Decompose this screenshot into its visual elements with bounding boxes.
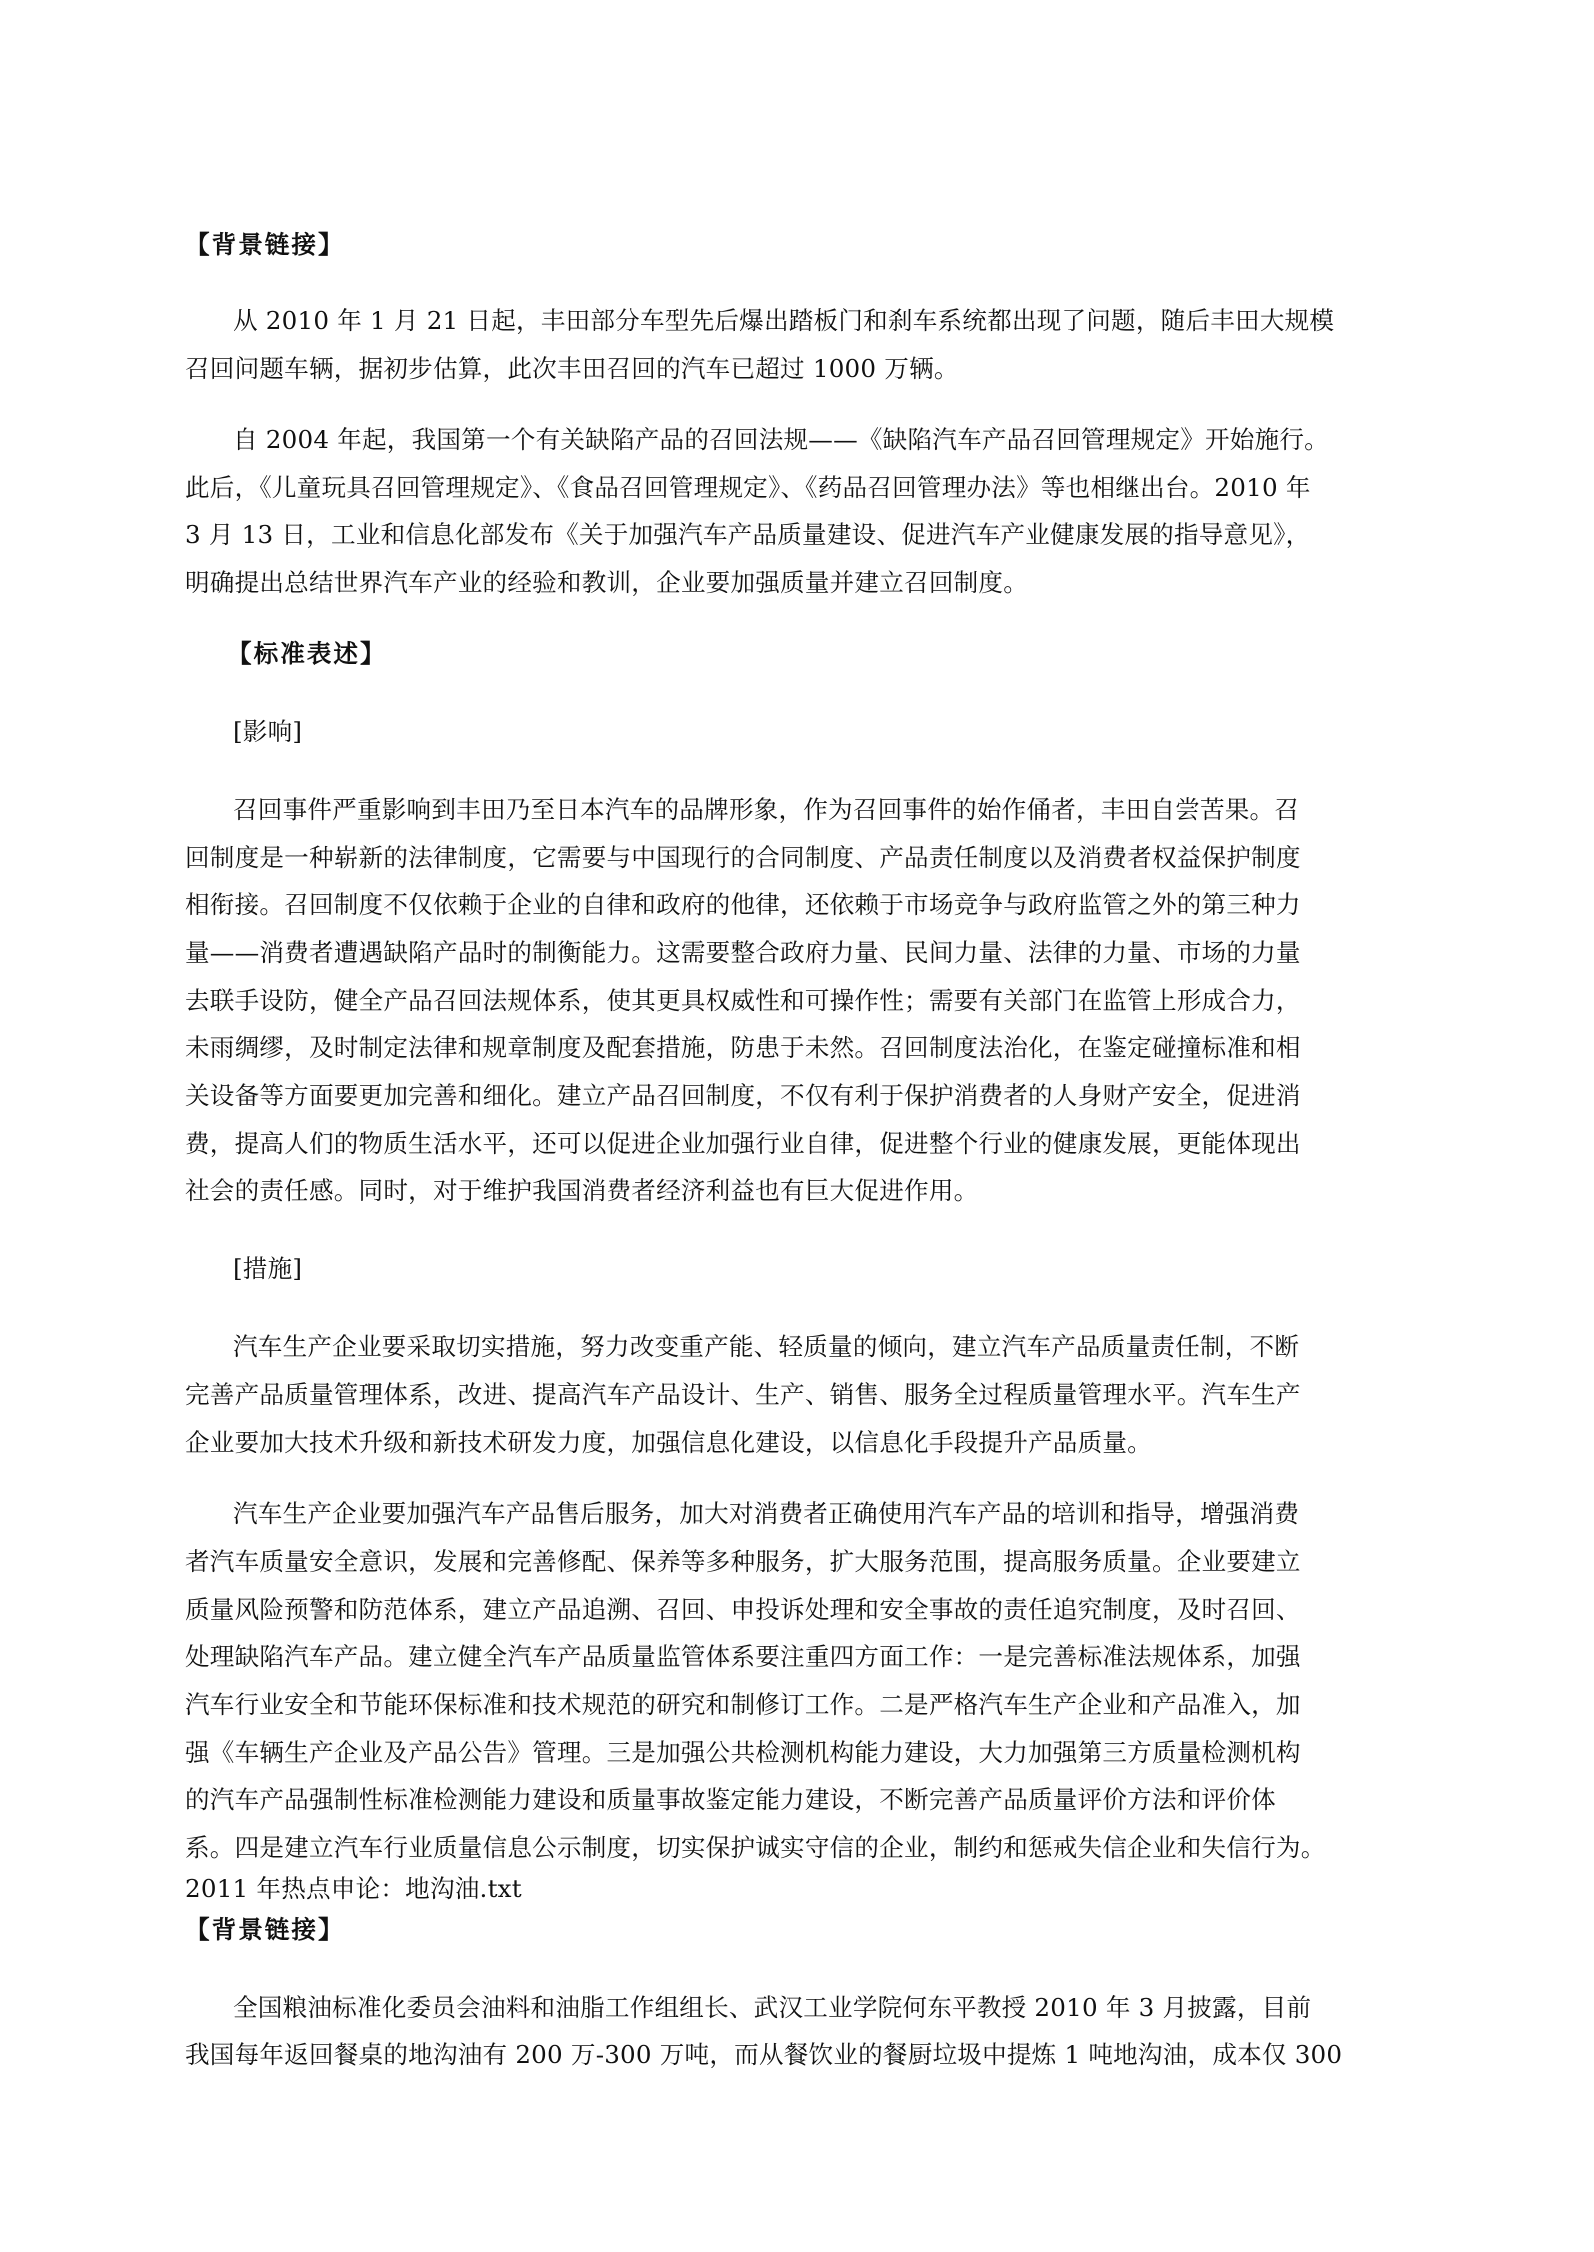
text-line: 汽车生产企业要加强汽车产品售后服务，加大对消费者正确使用汽车产品的培训和指导，增强消费 [233, 1499, 1300, 1528]
text-line: 明确提出总结世界汽车产业的经验和教训，企业要加强质量并建立召回制度。 [185, 568, 1028, 597]
text-line: [措施] [233, 1254, 303, 1283]
text-line: 费，提高人们的物质生活水平，还可以促进企业加强行业自律，促进整个行业的健康发展，更能体现出 [185, 1129, 1301, 1158]
text-line: 从 2010 年 1 月 21 日起，丰田部分车型先后爆出踏板门和刹车系统都出现了问题，随后丰田大规模 [233, 306, 1335, 335]
text-line: 社会的责任感。同时，对于维护我国消费者经济利益也有巨大促进作用。 [185, 1176, 979, 1205]
text-line: 2011 年热点申论：地沟油.txt [185, 1874, 522, 1903]
text-line: 汽车行业安全和节能环保标准和技术规范的研究和制修订工作。二是严格汽车生产企业和产品准入，加 [185, 1690, 1301, 1719]
text-line: 未雨绸缪，及时制定法律和规章制度及配套措施，防患于未然。召回制度法治化，在鉴定碰撞标准和相 [185, 1033, 1301, 1062]
text-line: 召回事件严重影响到丰田乃至日本汽车的品牌形象，作为召回事件的始作俑者，丰田自尝苦果。召 [233, 795, 1300, 824]
text-line: 相衔接。召回制度不仅依赖于企业的自律和政府的他律，还依赖于市场竞争与政府监管之外的第三种力 [185, 890, 1301, 919]
text-line: 3 月 13 日，工业和信息化部发布《关于加强汽车产品质量建设、促进汽车产业健康发展的指导意见》， [185, 520, 1311, 549]
text-line: 完善产品质量管理体系，改进、提高汽车产品设计、生产、销售、服务全过程质量管理水平。汽车生产 [185, 1380, 1301, 1409]
text-line: 去联手设防，健全产品召回法规体系，使其更具权威性和可操作性；需要有关部门在监管上形成合力， [185, 986, 1301, 1015]
text-line: 此后，《儿童玩具召回管理规定》、《食品召回管理规定》、《药品召回管理办法》等也相继出台。2010 年 [185, 473, 1311, 502]
section-heading: 【背景链接】 [185, 1915, 345, 1944]
text-line: 全国粮油标准化委员会油料和油脂工作组组长、武汉工业学院何东平教授 2010 年 3 月披露，目前 [233, 1993, 1312, 2022]
text-line: 汽车生产企业要采取切实措施，努力改变重产能、轻质量的倾向，建立汽车产品质量责任制，不断 [233, 1332, 1300, 1361]
section-heading: 【背景链接】 [185, 230, 345, 259]
text-line: 强《车辆生产企业及产品公告》管理。三是加强公共检测机构能力建设，大力加强第三方质量检测机构 [185, 1738, 1301, 1767]
text-line: 者汽车质量安全意识，发展和完善修配、保养等多种服务，扩大服务范围，提高服务质量。企业要建立 [185, 1547, 1301, 1576]
text-line: 我国每年返回餐桌的地沟油有 200 万-300 万吨，而从餐饮业的餐厨垃圾中提炼 1 吨地沟油，成本仅 300 [185, 2040, 1343, 2069]
text-line: 关设备等方面要更加完善和细化。建立产品召回制度，不仅有利于保护消费者的人身财产安全，促进消 [185, 1081, 1301, 1110]
text-line: 回制度是一种崭新的法律制度，它需要与中国现行的合同制度、产品责任制度以及消费者权益保护制度 [185, 843, 1301, 872]
section-heading: 【标准表述】 [227, 639, 387, 668]
text-line: 量——消费者遭遇缺陷产品时的制衡能力。这需要整合政府力量、民间力量、法律的力量、市场的力量 [185, 938, 1301, 967]
text-line: 自 2004 年起，我国第一个有关缺陷产品的召回法规——《缺陷汽车产品召回管理规定》开始施行。 [233, 425, 1329, 454]
text-line: 质量风险预警和防范体系，建立产品追溯、召回、申投诉处理和安全事故的责任追究制度，及时召回、 [185, 1595, 1301, 1624]
text-line: 的汽车产品强制性标准检测能力建设和质量事故鉴定能力建设，不断完善产品质量评价方法和评价体 [185, 1785, 1276, 1814]
text-line: 处理缺陷汽车产品。建立健全汽车产品质量监管体系要注重四方面工作：一是完善标准法规体系，加强 [185, 1642, 1301, 1671]
text-line: 企业要加大技术升级和新技术研发力度，加强信息化建设，以信息化手段提升产品质量。 [185, 1428, 1152, 1457]
text-line: 系。四是建立汽车行业质量信息公示制度，切实保护诚实守信的企业，制约和惩戒失信企业和失信行为。 [185, 1833, 1326, 1862]
text-line: 召回问题车辆，据初步估算，此次丰田召回的汽车已超过 1000 万辆。 [185, 354, 959, 383]
text-line: [影响] [233, 717, 303, 746]
